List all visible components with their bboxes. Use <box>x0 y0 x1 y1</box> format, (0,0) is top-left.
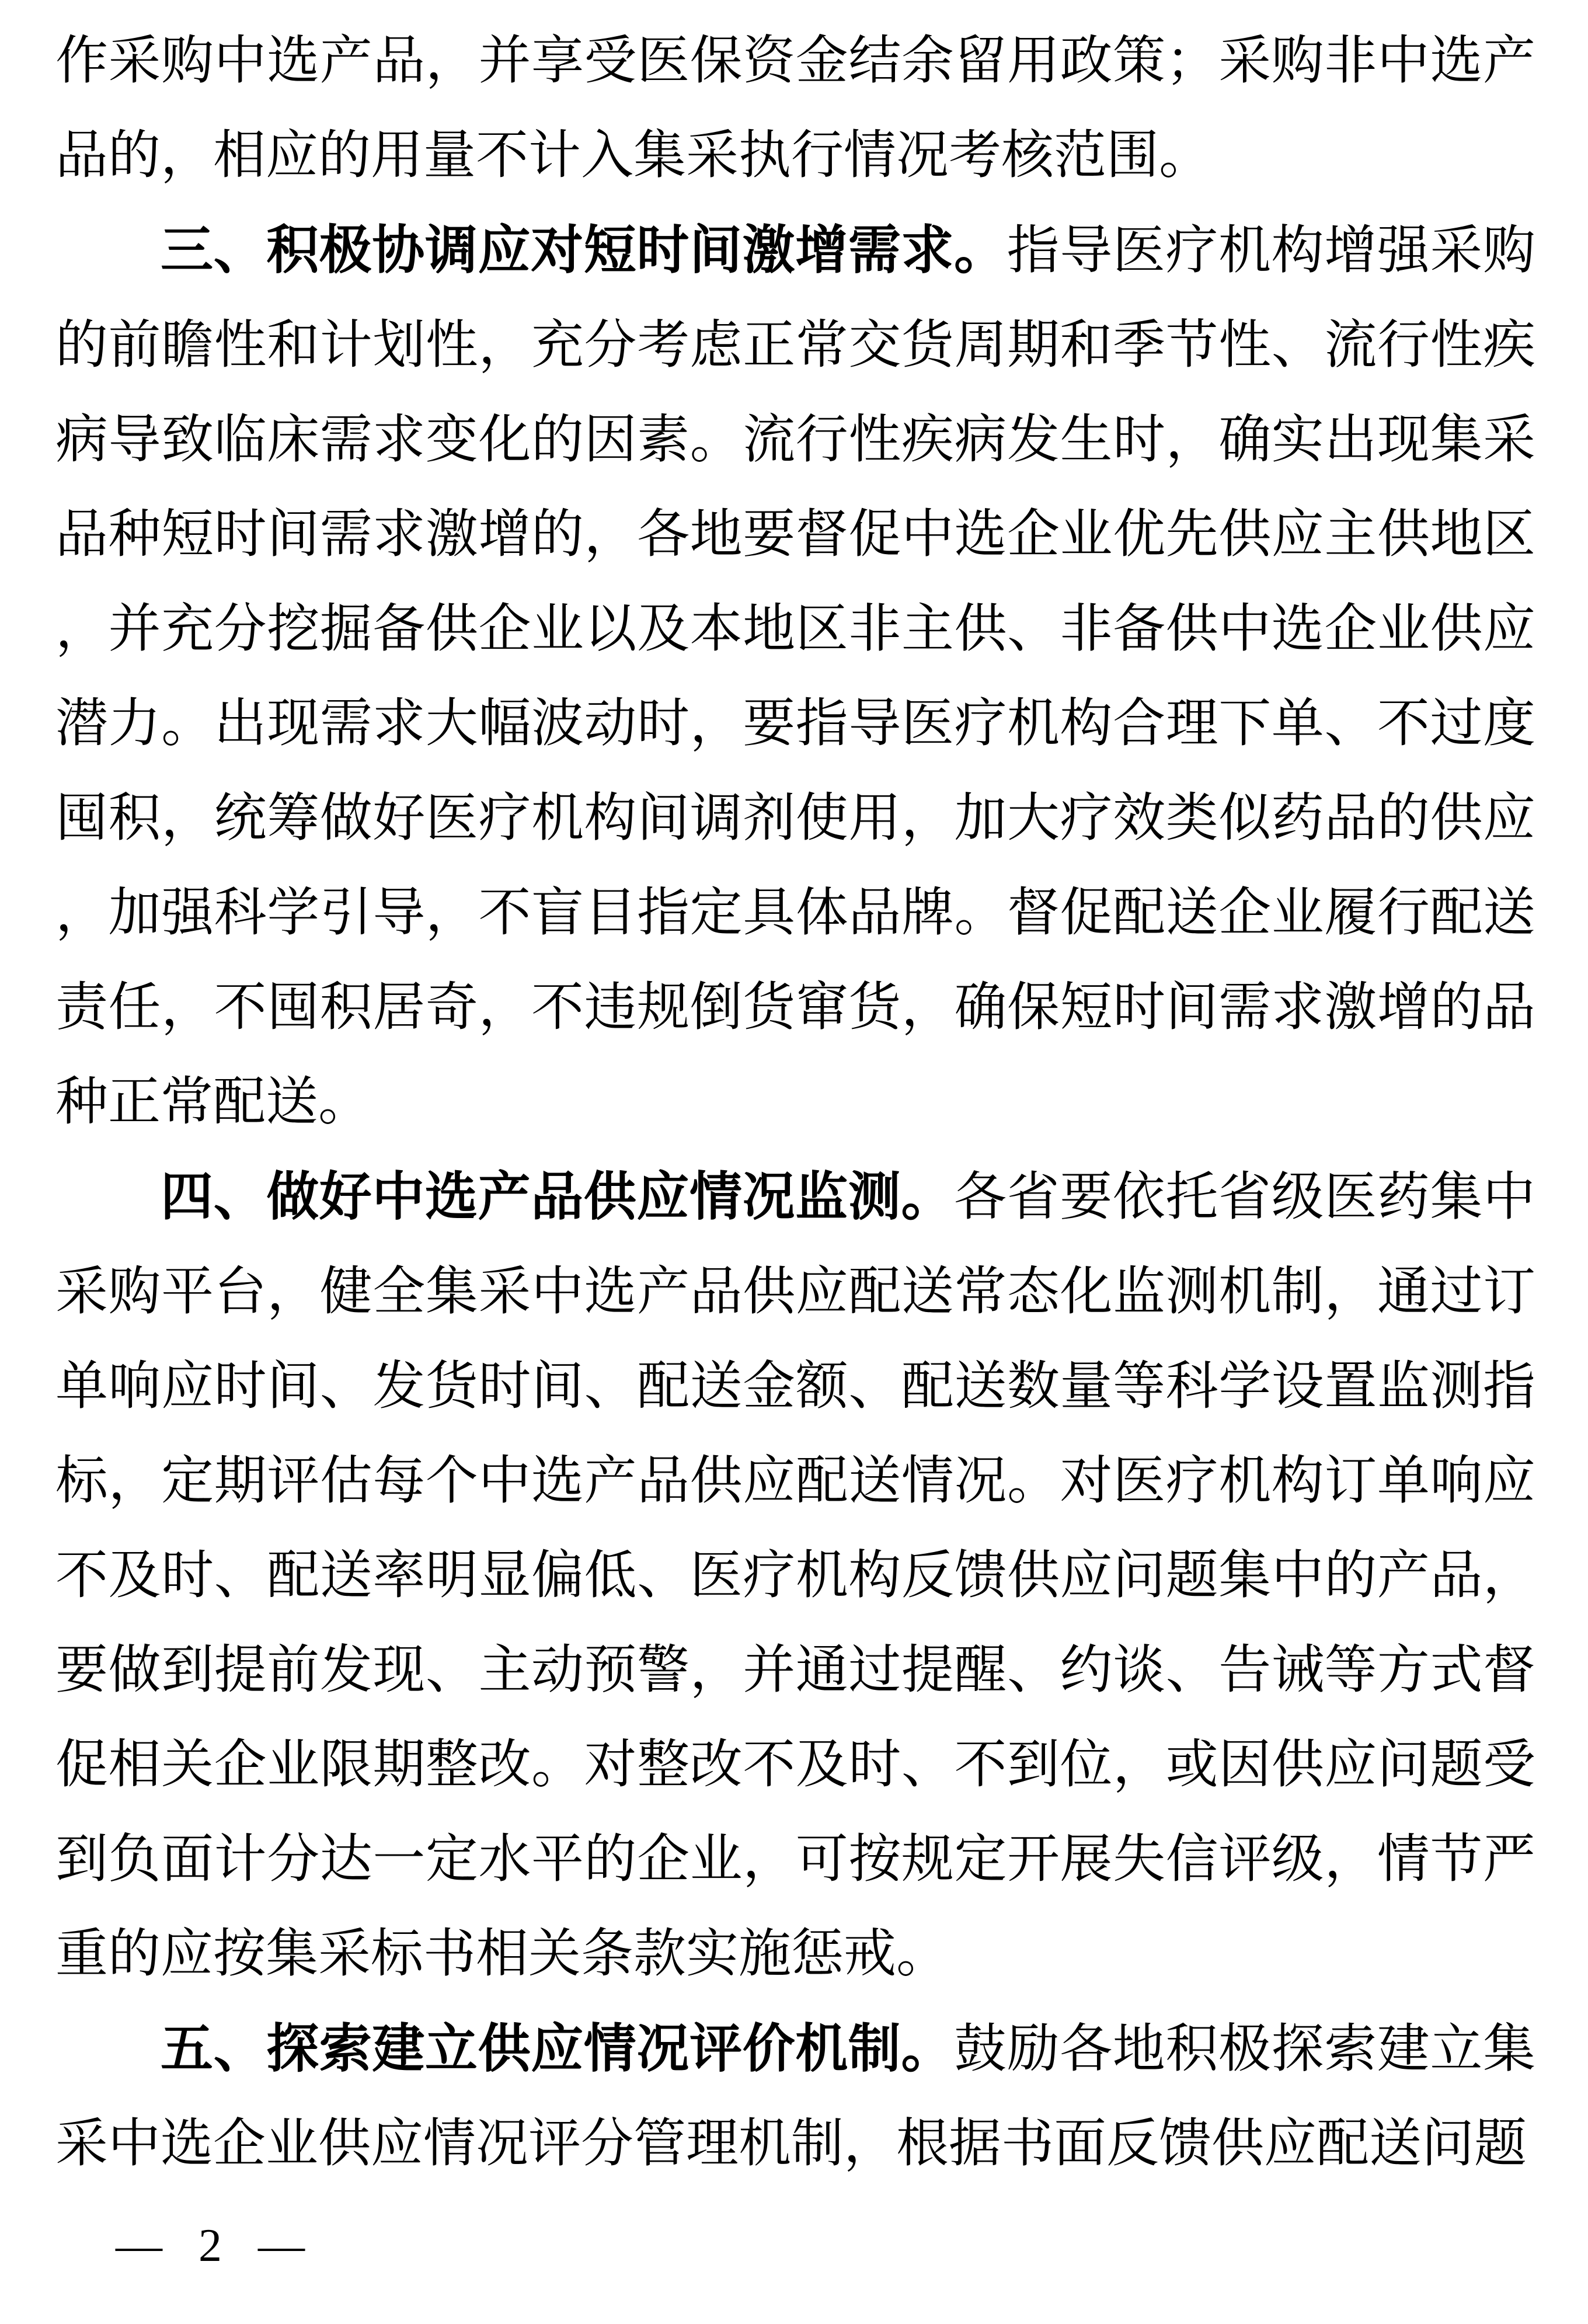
page-number: — 2 — <box>116 2220 312 2271</box>
document-text-block <box>55 14 1535 2191</box>
paragraph-text: 作采购中选产品，并享受医保资金结余留用政策；采购非中选产品的，相应的用量不计入集采执行情况考核范围。 <box>55 32 1535 185</box>
section-4-text: 各省要依托省级医药集中采购平台，健全集采中选产品供应配送常态化监测机制，通过订单响应时间、发货时间、配送金额、配送数量等科学设置监测指标，定期评估每个中选产品供应配送情况。对医疗机构订单响应不及时、配送率明显偏低、医疗机构反馈供应问题集中的产品，要做到提前发现、主动预警，并通过提醒、约谈、告诫等方式督促相关企业限期整改。对整改不及时、不到位，或因供应问题受到负面计分达一定水平的企业，可按规定开展失信评级，情节严重的应按集采标书相关条款实施惩戒。 <box>55 1168 1535 1983</box>
section-3-heading: 三、积极协调应对短时间激增需求。 <box>161 220 1007 281</box>
section-4-heading: 四、做好中选产品供应情况监测。 <box>161 1166 954 1227</box>
paragraph-section-4 <box>55 1150 1535 2002</box>
section-5-heading: 五、探索建立供应情况评价机制。 <box>161 2018 954 2079</box>
section-3-text: 指导医疗机构增强采购的前瞻性和计划性，充分考虑正常交货周期和季节性、流行性疾病导致临床需求变化的因素。流行性疾病发生时，确实出现集采品种短时间需求激增的，各地要督促中选企业优先供应主供地区，并充分挖掘备供企业以及本地区非主供、非备供中选企业供应潜力。出现需求大幅波动时，要指导医疗机构合理下单、不过度囤积，统筹做好医疗机构间调剂使用，加大疗效类似药品的供应，加强科学引导，不盲目指定具体品牌。督促配送企业履行配送责任，不囤积居奇，不违规倒货窜货，确保短时间需求激增的品种正常配送。 <box>55 222 1536 1131</box>
paragraph-section-3 <box>55 203 1535 1150</box>
paragraph-continuation <box>55 14 1535 203</box>
section-5-text: 鼓励各地积极探索建立集采中选企业供应情况评分管理机制，根据书面反馈供应配送问题 <box>55 2020 1535 2173</box>
paragraph-section-5 <box>55 2002 1535 2191</box>
